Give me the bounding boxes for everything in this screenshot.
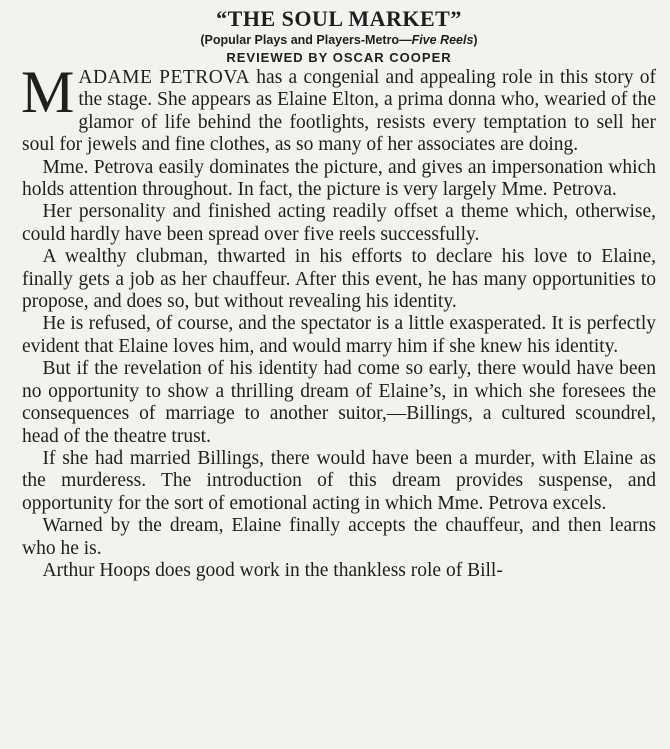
lead-text: has a congenial and appealing role in this story of the stage. She appears as Elaine Elton, a prima donna who, wearied of the glamor of life behind the footlights, resists every temptation to sell her soul for jewels and fine clothes, as so many of her associates are doing. xyxy=(22,67,656,156)
subtitle-prefix: (Popular Plays and Players-Metro— xyxy=(200,33,412,47)
paragraph: Warned by the dream, Elaine finally accepts the chauffeur, and then learns who he is. xyxy=(22,515,656,559)
drop-cap: M xyxy=(21,59,75,125)
paragraph: Arthur Hoops does good work in the thankless role of Bill- xyxy=(42,559,503,581)
paragraph: But if the revelation of his identity had come so early, there would have been no opportunity to show a thrilling dream of Elaine’s, in which she foresees the consequences of marriage to another suitor,—Billings, a cultured scoundrel, head of the theatre trust. xyxy=(22,358,656,447)
article-title: “THE SOUL MARKET” xyxy=(216,6,462,31)
paragraph: Her personality and finished acting readily offset a theme which, otherwise, could hardly have been spread over five reels successfully. xyxy=(22,201,656,245)
article-body xyxy=(21,59,656,582)
paragraph: Mme. Petrova easily dominates the picture, and gives an impersonation which holds attention throughout. In fact, the picture is very largely Mme. Petrova. xyxy=(22,156,656,201)
subtitle-reels: Five Reels xyxy=(411,33,474,47)
article-byline: REVIEWED BY OSCAR COOPER xyxy=(226,50,452,65)
lead-paragraph xyxy=(21,59,656,157)
paragraph: If she had married Billings, there would have been a murder, with Elaine as the murderess. The introduction of this dream provides suspense, and opportunity for the sort of emotional acting in which Mme. Petrova excels. xyxy=(22,447,656,514)
paragraph: He is refused, of course, and the spectator is a little exasperated. It is perfectly evident that Elaine loves him, and would marry him if she knew his identity. xyxy=(22,313,656,357)
paragraph: A wealthy clubman, thwarted in his efforts to declare his love to Elaine, finally gets a job as her chauffeur. After this event, he has many opportunities to propose, and does so, but without revealing his identity. xyxy=(22,246,656,313)
article-subtitle xyxy=(22,32,656,49)
subtitle-suffix: ) xyxy=(473,33,478,47)
lead-caps: ADAME PETROVA xyxy=(78,67,251,88)
